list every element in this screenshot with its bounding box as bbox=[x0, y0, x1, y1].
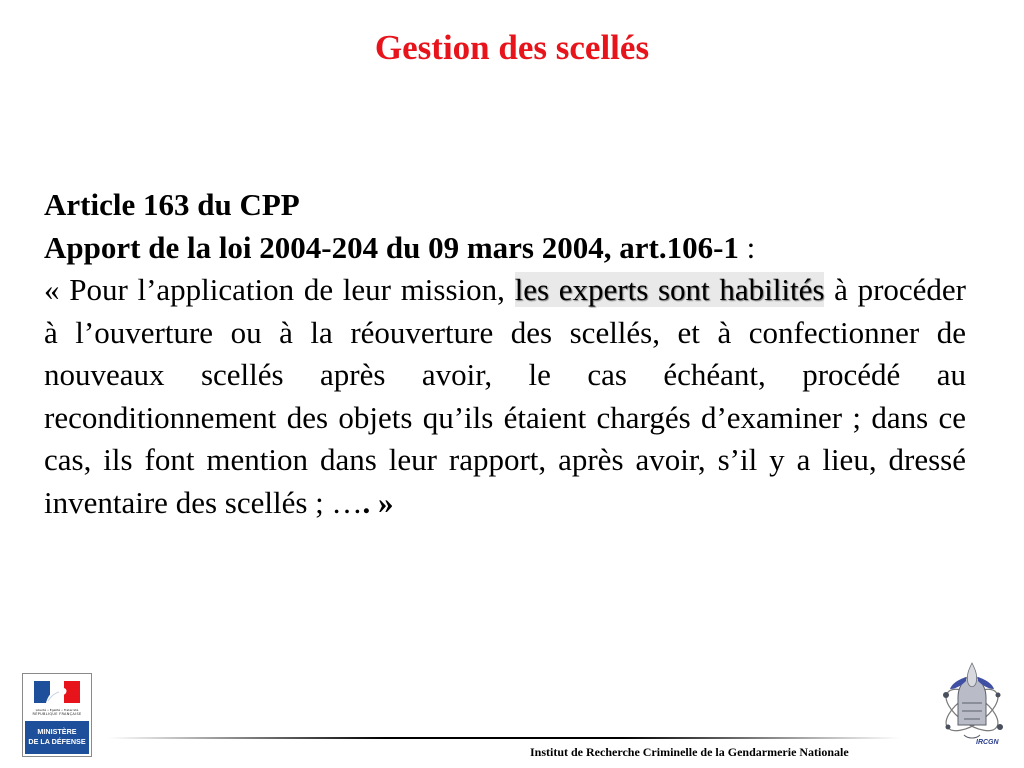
ministere-defense-logo bbox=[22, 673, 92, 757]
quote-body: à procéder à l’ouverture ou à la réouverture des scellés, et à confectionner de nouveaux scellés après avoir, le cas échéant, procédé au reconditionnement des objets qu’ils étaient chargés d’examiner ; dans ce cas, ils font mention dans leur rapport, après avoir, s’il y a lieu, dressé inventaire des scellés ; … bbox=[44, 272, 966, 520]
law-reference-text: Apport de la loi 2004-204 du 09 mars 2004, art.106-1 bbox=[44, 229, 739, 265]
quote-opening: « Pour l’application de leur mission, bbox=[44, 272, 515, 307]
ministere-line-2: DE LA DÉFENSE bbox=[28, 737, 86, 746]
footer-divider bbox=[108, 737, 900, 739]
highlighted-phrase: les experts sont habilités bbox=[514, 272, 825, 307]
ministere-line-1: MINISTÈRE bbox=[37, 727, 77, 736]
ircgn-emblem-icon bbox=[934, 655, 1014, 755]
article-heading: Article 163 du CPP bbox=[44, 187, 300, 222]
law-reference-colon: : bbox=[738, 229, 756, 265]
republique-francaise-label: RÉPUBLIQUE FRANÇAISE bbox=[32, 712, 82, 716]
footer-institute-name: Institut de Recherche Criminelle de la Gendarmerie Nationale bbox=[530, 745, 849, 759]
ircgn-label: IRCGN bbox=[976, 739, 999, 746]
slide-title: Gestion des scellés bbox=[374, 28, 650, 67]
law-reference bbox=[44, 227, 966, 270]
ministere-motto: Liberté • Égalité • Fraternité bbox=[35, 708, 79, 712]
article-body bbox=[44, 184, 966, 524]
quote-closing: . » bbox=[362, 484, 394, 520]
ircgn-logo bbox=[934, 655, 1014, 755]
article-quote bbox=[44, 269, 966, 524]
marianne-emblem-icon bbox=[26, 677, 88, 707]
ministere-name-band bbox=[25, 721, 89, 754]
